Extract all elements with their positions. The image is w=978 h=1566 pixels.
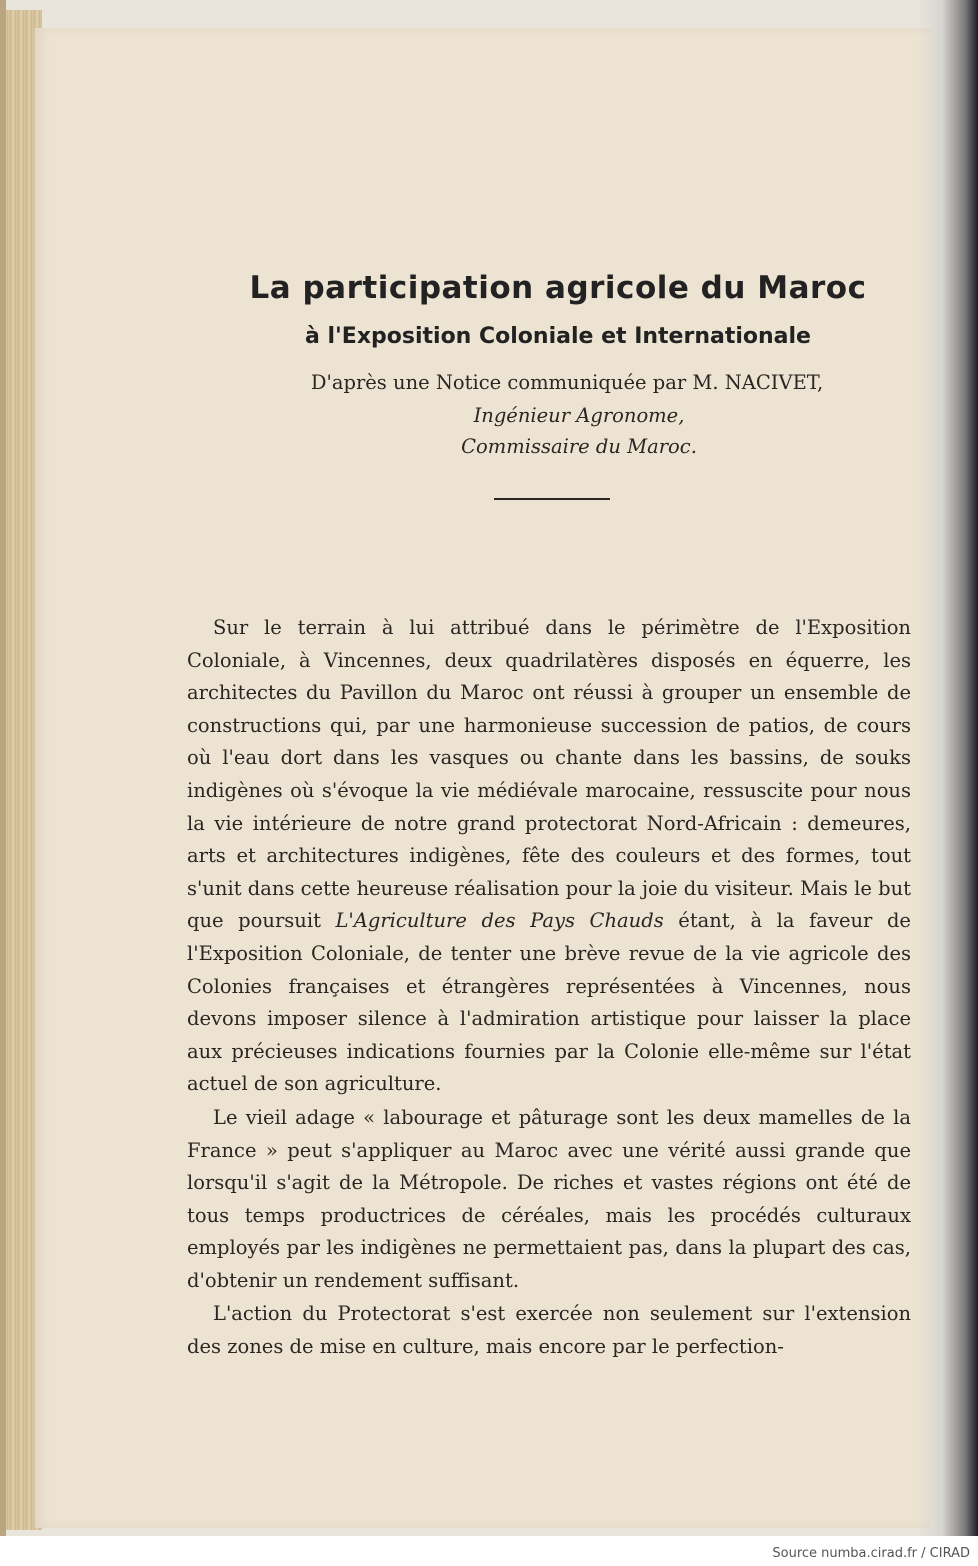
right-shadow xyxy=(918,0,978,1536)
article-subtitle: à l'Exposition Coloniale et Internationale xyxy=(305,324,811,349)
paragraph-1-text-cont: étant, à la faveur de l'Exposition Coloniale, de tenter une brève revue de la vie agricole des Colonies françaises et étrangères représentées à Vincennes, nous devons imposer silence à l'admiration artistique pour laisser la place aux précieuses indications fournies par la Colonie elle-même sur l'état actuel de son agriculture. xyxy=(187,909,911,1096)
separator-rule xyxy=(494,498,610,500)
author-role-engineer: Ingénieur Agronome, xyxy=(473,404,685,427)
author-role-commissioner: Commissaire du Maroc. xyxy=(461,435,697,458)
article-header xyxy=(187,270,911,500)
source-credit: Source numba.cirad.fr / CIRAD xyxy=(772,1546,970,1561)
paragraph-1 xyxy=(187,612,911,1101)
book-spine-edge xyxy=(0,0,6,1536)
paragraph-1-text: Sur le terrain à lui attribué dans le périmètre de l'Exposition Coloniale, à Vincennes, deux quadrilatères disposés en équerre, les architectes du Pavillon du Maroc ont réussi à grouper un ensemble de constructions qui, par une harmonieuse succession de patios, de cours où l'eau dort dans les vasques ou chante dans les bassins, de souks indigènes où s'évoque la vie médiévale marocaine, ressuscite pour nous la vie intérieure de notre grand protectorat Nord-Africain : demeures, arts et architectures indigènes, fête des couleurs et des formes, tout s'unit dans cette heureuse réalisation pour la joie du visiteur. Mais le but que poursuit xyxy=(187,616,911,933)
paragraph-3: L'action du Protectorat s'est exercée non seulement sur l'extension des zones de mise en culture, mais encore par le perfection- xyxy=(187,1302,911,1359)
paragraph-2: Le vieil adage « labourage et pâturage sont les deux mamelles de la France » peut s'appliquer au Maroc avec une vérité aussi grande que lorsqu'il s'agit de la Métropole. De riches et vastes régions ont été de tous temps productrices de céréales, mais les procédés culturaux employés par les indigènes ne permettaient pas, dans la plupart des cas, d'obtenir un rendement suffisant. xyxy=(187,1105,911,1292)
article-body xyxy=(187,612,911,1364)
article-byline: D'après une Notice communiquée par M. NACIVET, xyxy=(310,371,824,394)
journal-title: L'Agriculture des Pays Chauds xyxy=(335,909,664,933)
article-title: La participation agricole du Maroc xyxy=(249,270,867,306)
